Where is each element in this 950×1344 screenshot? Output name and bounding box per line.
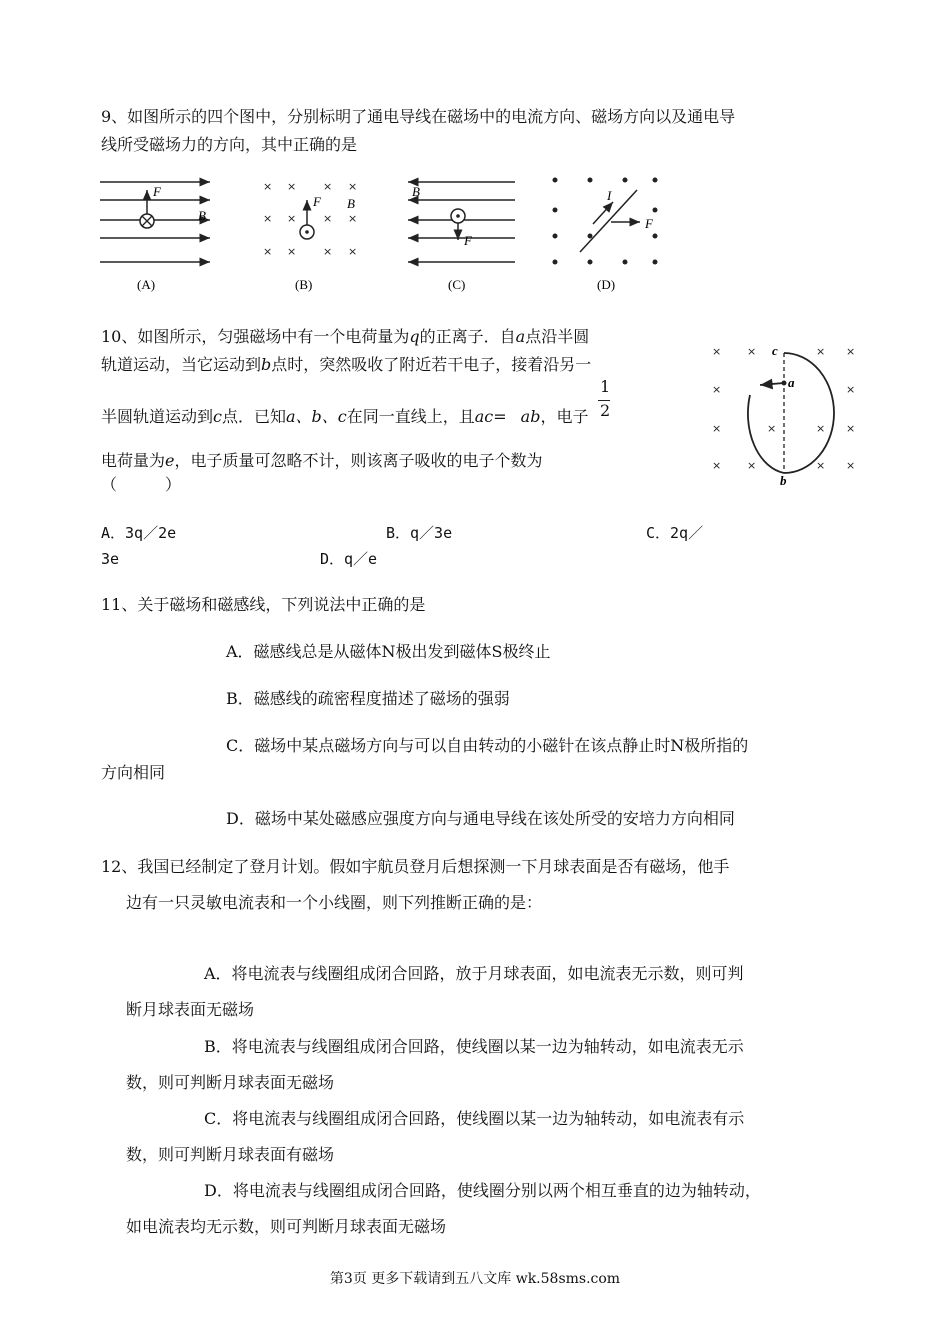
q10-fraction-denominator: 2: [600, 401, 611, 420]
q9-figure-c: [400, 170, 520, 300]
q11-option-a: A．磁感线总是从磁体N极出发到磁体S极终止: [226, 642, 551, 661]
q11-option-b: B．磁感线的疏密程度描述了磁场的强弱: [226, 689, 510, 708]
q12-option-c: C．将电流表与线圈组成闭合回路，使线圈以某一边为轴转动，如电流表有示: [204, 1109, 745, 1128]
svg-text:×: ×: [747, 345, 757, 358]
svg-text:×: ×: [767, 422, 777, 435]
q12-option-d-cont: 如电流表均无示数，则可判断月球表面无磁场: [126, 1217, 447, 1236]
q9-figure-b: [255, 170, 365, 300]
q10-fig-a: a: [788, 375, 795, 390]
svg-text:×: ×: [712, 422, 722, 435]
svg-text:×: ×: [287, 212, 297, 225]
q11-option-c: C．磁场中某点磁场方向与可以自由转动的小磁针在该点静止时N极所指的: [226, 736, 749, 755]
svg-text:×: ×: [323, 180, 333, 193]
q9a-caption: (A): [137, 277, 156, 292]
q10-option-c: C．2q／: [646, 524, 704, 542]
svg-text:×: ×: [747, 459, 757, 472]
svg-text:×: ×: [263, 245, 273, 258]
q12-option-a-cont: 断月球表面无磁场: [126, 1000, 255, 1019]
q10-stem-line4: 电荷量为e，电子质量可忽略不计，则该离子吸收的电子个数为: [101, 451, 543, 470]
q10-stem-line1: 10、如图所示，匀强磁场中有一个电荷量为q的正离子．自a点沿半圆: [101, 327, 590, 346]
q10-paren: （ ）: [101, 475, 182, 494]
q9a-f-label: F: [153, 184, 161, 199]
svg-text:×: ×: [287, 245, 297, 258]
q12-option-d: D．将电流表与线圈组成闭合回路，使线圈分别以两个相互垂直的边为轴转动，: [204, 1181, 761, 1200]
svg-text:×: ×: [323, 245, 333, 258]
svg-text:×: ×: [712, 459, 722, 472]
q9d-f-label: F: [645, 216, 653, 231]
q9c-caption: (C): [448, 277, 466, 292]
q9b-b-label: B: [347, 196, 355, 211]
q9-stem-line1: 9、如图所示的四个图中，分别标明了通电导线在磁场中的电流方向、磁场方向以及通电导: [101, 107, 736, 126]
q9-figure-a: [95, 170, 215, 300]
q10-option-d: D．q／e: [320, 550, 378, 568]
svg-text:×: ×: [816, 422, 826, 435]
svg-text:×: ×: [263, 180, 273, 193]
q10-option-c-cont: 3e: [101, 550, 120, 568]
svg-text:×: ×: [348, 245, 358, 258]
q9d-caption: (D): [597, 277, 616, 292]
svg-text:×: ×: [348, 180, 358, 193]
svg-text:×: ×: [846, 422, 856, 435]
q9a-b-label: B: [198, 208, 206, 223]
svg-text:×: ×: [846, 383, 856, 396]
q11-option-c-cont: 方向相同: [101, 763, 166, 782]
q9c-b-label: B: [412, 184, 420, 199]
q9-stem-line2: 线所受磁场力的方向，其中正确的是: [101, 135, 358, 154]
svg-text:×: ×: [712, 345, 722, 358]
q12-option-b-cont: 数，则可判断月球表面无磁场: [126, 1073, 335, 1092]
svg-text:×: ×: [348, 212, 358, 225]
q10-fraction-numerator: 1: [600, 377, 611, 396]
q12-option-a: A．将电流表与线圈组成闭合回路，放于月球表面，如电流表无示数，则可判: [204, 964, 744, 983]
q10-stem-line3: 半圆轨道运动到c点．已知a、b、c在同一直线上，且ac= ab，电子: [101, 407, 589, 426]
q9b-f-label: F: [313, 194, 321, 209]
q9c-f-label: F: [464, 233, 472, 248]
q9b-caption: (B): [295, 277, 313, 292]
svg-text:×: ×: [287, 180, 297, 193]
q10-fig-c: c: [772, 343, 778, 358]
q10-figure: [700, 335, 860, 485]
svg-text:×: ×: [846, 345, 856, 358]
svg-text:×: ×: [846, 459, 856, 472]
q10-fig-b: b: [780, 473, 787, 485]
svg-text:×: ×: [816, 345, 826, 358]
q10-stem-line2: 轨道运动，当它运动到b点时，突然吸收了附近若干电子，接着沿另一: [101, 355, 592, 374]
q10-option-b: B．q／3e: [386, 524, 453, 542]
svg-text:×: ×: [712, 383, 722, 396]
q11-stem: 11、关于磁场和磁感线，下列说法中正确的是: [101, 595, 426, 614]
svg-text:×: ×: [323, 212, 333, 225]
page-footer: 第3页 更多下载请到五八文库 wk.58sms.com: [329, 1271, 621, 1287]
q11-option-d: D．磁场中某处磁感应强度方向与通电导线在该处所受的安培力方向相同: [226, 809, 735, 828]
q12-option-c-cont: 数，则可判断月球表面有磁场: [126, 1145, 335, 1164]
q12-stem-line1: 12、我国已经制定了登月计划。假如宇航员登月后想探测一下月球表面是否有磁场，他手: [101, 857, 730, 876]
q9d-i-label: I: [607, 188, 612, 203]
q12-stem-line2: 边有一只灵敏电流表和一个小线圈，则下列推断正确的是：: [126, 893, 543, 912]
q9-figure-d: [545, 168, 665, 300]
q12-option-b: B．将电流表与线圈组成闭合回路，使线圈以某一边为轴转动，如电流表无示: [204, 1037, 744, 1056]
svg-text:×: ×: [263, 212, 273, 225]
q10-option-a: A．3q／2e: [101, 524, 177, 542]
svg-text:×: ×: [816, 459, 826, 472]
